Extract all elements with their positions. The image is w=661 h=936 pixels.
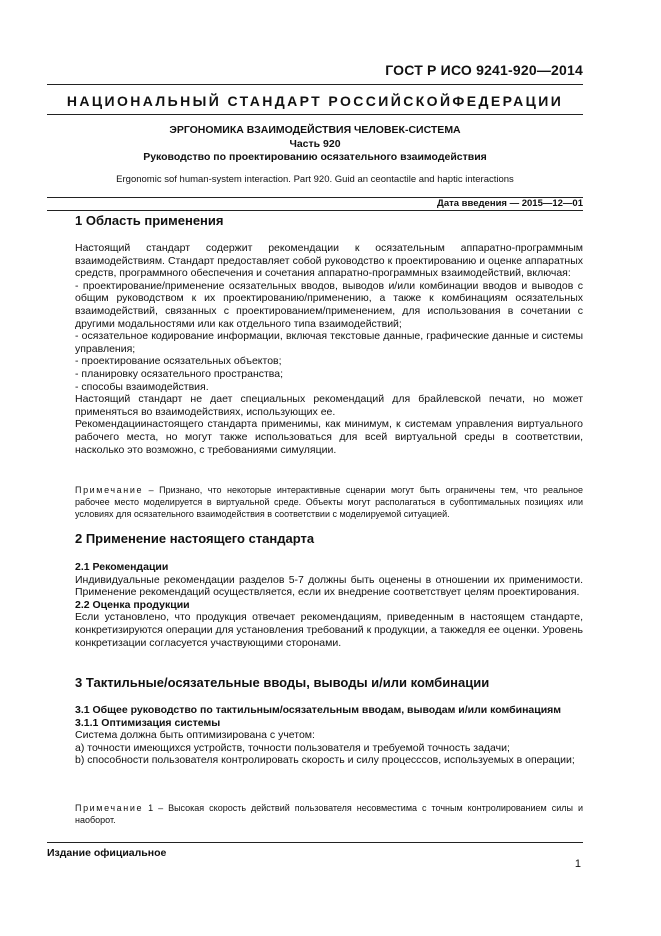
- section-2-heading: 2 Применение настоящего стандарта: [75, 531, 315, 546]
- section-1-body: [75, 242, 583, 456]
- date-rule-bottom: [47, 210, 583, 211]
- section-3-note: [75, 802, 583, 826]
- section-3-body: [75, 704, 583, 767]
- section-3-heading: 3 Тактильные/осязательные вводы, выводы и/или комбинации: [75, 675, 490, 690]
- title-line-1: ЭРГОНОМИКА ВЗАИМОДЕЙСТВИЯ ЧЕЛОВЕК-СИСТЕМА: [169, 124, 461, 136]
- section-2-2-heading: 2.2 Оценка продукции: [75, 598, 190, 611]
- header-rule: [47, 84, 583, 85]
- note-label: Примечание: [75, 485, 144, 495]
- official-edition: Издание официальное: [47, 847, 167, 859]
- section-2-1-heading: 2.1 Рекомендации: [75, 561, 169, 573]
- section-2-2-text: Если установлено, что продукция отвечает рекомендациям, приведенным в настоящем стандарте, конкретизируются операции для установления требований к продукции, а такжедля ее оценки. Уровень конкретизации согласуется участвующими сторонами.: [75, 611, 583, 649]
- note-label: Примечание: [75, 803, 144, 813]
- note-text: – Признано, что некоторые интерактивные сценарии могут быть ограничены тем, что реальное рабочее место моделируется в виртуальной среде. Объекты могут располагаться в субоптимальных позициях или условиях для осязательного взаимодействия в соответствии с моделируемой ситуацией.: [75, 485, 583, 519]
- section-1-item-1: - проектирование/применение осязательных вводов, выводов и/или комбинации вводов и выводов с общим руководством к их проектированию/применению, а также к комбинациям осязательных взаимодействий, связанных с проектированием/применением, для использования в сочетании с другими модальностями или как отдельного типа взаимодействий;: [75, 279, 583, 330]
- section-3-1-1-item-a: а) точности имеющихся устройств, точности пользователя и требуемой точность задачи;: [75, 741, 510, 754]
- section-1-paragraph-1: Настоящий стандарт содержит рекомендации к осязательным аппаратно-программным взаимодействиям. Стандарт предоставляет собой руководство к проектированию и оценке аппаратных средств, программного обеспечения и сочетания аппаратно-программных взаимодействий, включая:: [75, 242, 583, 280]
- document-code: ГОСТ Р ИСО 9241-920—2014: [385, 62, 583, 78]
- note-text: 1 – Высокая скорость действий пользователя несовместима с точным контролированием силы и наоборот.: [75, 803, 583, 825]
- section-1-item-4: - планировку осязательного пространства;: [75, 367, 284, 380]
- section-1-item-3: - проектирование осязательных объектов;: [75, 355, 282, 368]
- section-3-1-heading: 3.1 Общее руководство по тактильным/осязательным вводам, выводам и/или комбинациям: [75, 704, 562, 716]
- title-rule: [47, 114, 583, 115]
- english-title: Ergonomic sof human-system interaction. Part 920. Guid an ceontactile and haptic interactions: [116, 174, 514, 185]
- section-3-1-1-heading: 3.1.1 Оптимизация системы: [75, 716, 221, 729]
- section-1-heading: 1 Область применения: [75, 213, 224, 228]
- section-1-item-5: - способы взаимодействия.: [75, 380, 209, 393]
- national-standard-title: НАЦИОНАЛЬНЫЙ СТАНДАРТ РОССИЙСКОЙФЕДЕРАЦИИ: [66, 93, 564, 109]
- section-1-note: [75, 484, 583, 520]
- section-3-1-1-intro: Система должна быть оптимизирована с учетом:: [75, 729, 315, 742]
- title-line-2: Часть 920: [289, 137, 341, 150]
- section-3-1-1-item-b: b) способности пользователя контролировать скорость и силу процесссов, используемых в операции;: [75, 754, 575, 767]
- section-1-paragraph-3: Рекомендациинастоящего стандарта применимы, как минимум, к системам управления виртуального рабочего места, но могут также использоваться для всей виртуальной среды в соответствии, насколько это возможно, с требованиями симуляции.: [75, 418, 583, 456]
- page-number: 1: [574, 858, 581, 870]
- section-1-paragraph-2: Настоящий стандарт не дает специальных рекомендаций для брайлевской печати, но может применяться во взаимодействиях, использующих ее.: [75, 393, 583, 418]
- section-1-item-2: - осязательное кодирование информации, включая текстовые данные, графические данные и системы управления;: [75, 330, 583, 355]
- introduction-date: Дата введения — 2015—12—01: [437, 198, 583, 209]
- footer-rule: [47, 842, 583, 843]
- section-2-1-text: Индивидуальные рекомендации разделов 5-7 должны быть оценены в отношении их применимости. Применение рекомендаций осуществляется, если их внедрение соответствует целям проектирования.: [75, 573, 583, 599]
- document-title: [47, 124, 583, 165]
- section-2-body: [75, 561, 583, 649]
- title-line-3: Руководство по проектированию осязательного взаимодействия: [143, 151, 487, 163]
